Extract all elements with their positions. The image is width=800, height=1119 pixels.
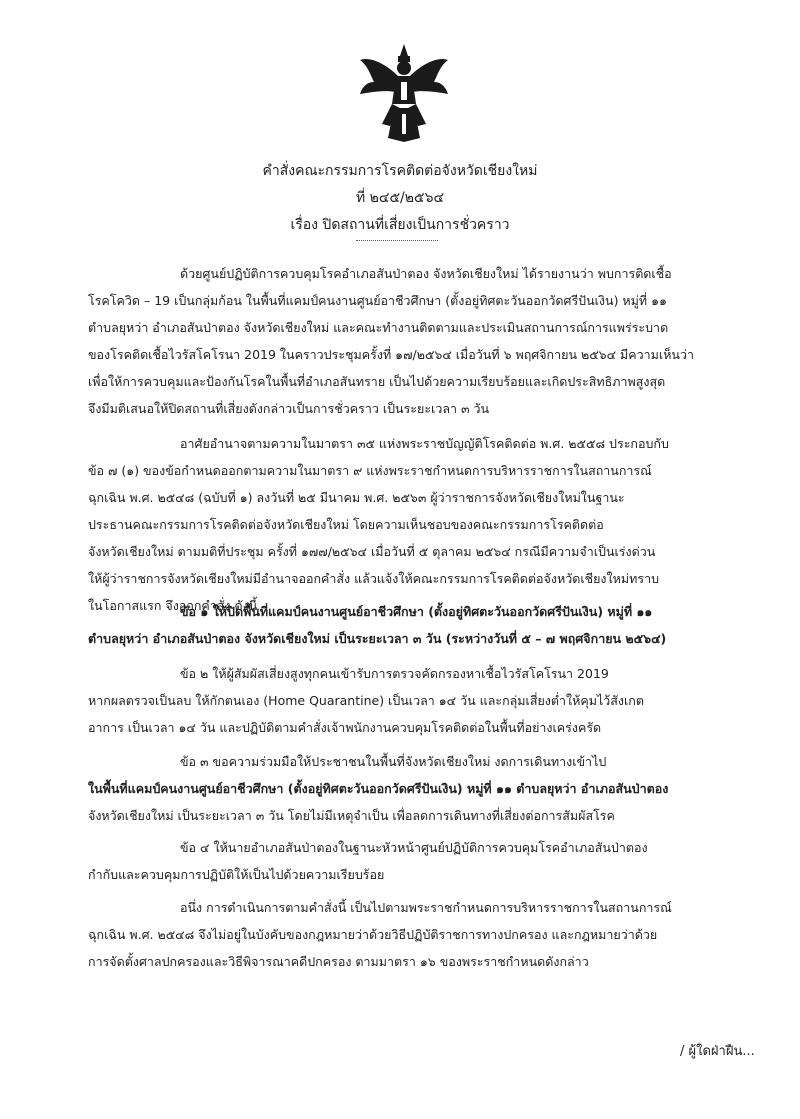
text-line: ข้อ ๑ ให้ปิดพื้นที่แคมป์คนงานศูนย์อาชีวศึกษา (ตั้งอยู่ทิศตะวันออกวัดศรีปันเงิน) หมู่ที่ ๑๑ bbox=[180, 604, 653, 619]
text-line: ข้อ ๒ ให้ผู้สัมผัสเสี่ยงสูงทุกคนเข้ารับการตรวจคัดกรองหาเชื้อไวรัสโคโรนา 2019 bbox=[180, 666, 609, 681]
text-line: จังหวัดเชียงใหม่ เป็นระยะเวลา ๓ วัน โดยไม่มีเหตุจำเป็น เพื่อลดการเดินทางที่เสี่ยงต่อการสัมผัสโรค bbox=[88, 808, 615, 823]
clause-3 bbox=[88, 748, 748, 829]
garuda-emblem-icon bbox=[358, 42, 450, 144]
text-line: ข้อ ๓ ขอความร่วมมือให้ประชาชนในพื้นที่จังหวัดเชียงใหม่ งดการเดินทางเข้าไป bbox=[180, 754, 607, 769]
order-subject: เรื่อง ปิดสถานที่เสี่ยงเป็นการชั่วคราว bbox=[290, 217, 510, 233]
text-line: จึงมีมติเสนอให้ปิดสถานที่เสี่ยงดังกล่าวเป็นการชั่วคราว เป็นระยะเวลา ๓ วัน bbox=[88, 401, 490, 416]
text-line: เพื่อให้การควบคุมและป้องกันโรคในพื้นที่อำเภอสันทราย เป็นไปด้วยความเรียบร้อยและเกิดประสิทธิภาพสูงสุด bbox=[88, 374, 666, 389]
order-number: ที่ ๒๔๕/๒๕๖๔ bbox=[355, 190, 445, 206]
text-line: ของโรคติดเชื้อไวรัสโคโรนา 2019 ในคราวประชุมครั้งที่ ๑๗/๒๕๖๔ เมื่อวันที่ ๖ พฤศจิกายน ๒๕๖๔ มีความเห็นว่า bbox=[88, 347, 695, 362]
header-divider bbox=[356, 240, 438, 241]
text-line: ฉุกเฉิน พ.ศ. ๒๕๔๘ (ฉบับที่ ๑) ลงวันที่ ๒๕ มีนาคม พ.ศ. ๒๕๖๓ ผู้ว่าราชการจังหวัดเชียงใหม่ในฐานะ bbox=[88, 490, 625, 505]
text-line: ข้อ ๔ ให้นายอำเภอสันป่าตองในฐานะหัวหน้าศูนย์ปฏิบัติการควบคุมโรคอำเภอสันป่าตอง bbox=[180, 840, 648, 855]
text-line: อาศัยอำนาจตามความในมาตรา ๓๕ แห่งพระราชบัญญัติโรคติดต่อ พ.ศ. ๒๕๕๘ ประกอบกับ bbox=[180, 436, 669, 451]
text-line: การจัดตั้งศาลปกครองและวิธีพิจารณาคดีปกครอง ตามมาตรา ๑๖ ของพระราชกำหนดดังกล่าว bbox=[88, 954, 589, 969]
text-line: ฉุกเฉิน พ.ศ. ๒๕๔๘ จึงไม่อยู่ในบังคับของกฎหมายว่าด้วยวิธีปฏิบัติราชการทางปกครอง และกฎหมายว่าด้วย bbox=[88, 927, 658, 942]
paragraph-2 bbox=[88, 430, 748, 619]
page-continuation: / ผู้ใดฝ่าฝืน... bbox=[680, 1044, 755, 1059]
text-line: ตำบลยุหว่า อำเภอสันป่าตอง จังหวัดเชียงใหม่ เป็นระยะเวลา ๓ วัน (ระหว่างวันที่ ๕ – ๗ พฤศจิกายน ๒๕๖๔) bbox=[88, 631, 667, 646]
text-line: ในพื้นที่แคมป์คนงานศูนย์อาชีวศึกษา (ตั้งอยู่ทิศตะวันออกวัดศรีปันเงิน) หมู่ที่ ๑๑ ตำบลยุหว่า อำเภอสันป่าตอง bbox=[88, 781, 669, 796]
paragraph-1 bbox=[88, 260, 748, 422]
text-line: อนึ่ง การดำเนินการตามคำสั่งนี้ เป็นไปตามพระราชกำหนดการบริหารราชการในสถานการณ์ bbox=[180, 900, 672, 915]
text-line: จังหวัดเชียงใหม่ ตามมติที่ประชุม ครั้งที่ ๑๗๗/๒๕๖๔ เมื่อวันที่ ๕ ตุลาคม ๒๕๖๔ กรณีมีความจำเป็นเร่งด่วน bbox=[88, 544, 656, 559]
text-line: หากผลตรวจเป็นลบ ให้กักตนเอง (Home Quarantine) เป็นเวลา ๑๔ วัน และกลุ่มเสี่ยงต่ำให้คุมไว้สังเกต bbox=[88, 693, 644, 708]
text-line: ประธานคณะกรรมการโรคติดต่อจังหวัดเชียงใหม่ โดยความเห็นชอบของคณะกรรมการโรคติดต่อ bbox=[88, 517, 604, 532]
agency-title: คำสั่งคณะกรรมการโรคติดต่อจังหวัดเชียงใหม่ bbox=[262, 163, 538, 179]
clause-4 bbox=[88, 834, 748, 888]
text-line: โรคโควิด – 19 เป็นกลุ่มก้อน ในพื้นที่แคมป์คนงานศูนย์อาชีวศึกษา (ตั้งอยู่ทิศตะวันออกวัดศรีปันเงิน) หมู่ที่ ๑๑ bbox=[88, 293, 667, 308]
text-line: ในโอกาสแรก จึงออกคำสั่ง ดังนี้ bbox=[88, 598, 258, 613]
clause-2 bbox=[88, 660, 748, 741]
text-line: ข้อ ๗ (๑) ของข้อกำหนดออกตามความในมาตรา ๙ แห่งพระราชกำหนดการบริหารราชการในสถานการณ์ bbox=[88, 463, 652, 478]
clause-1 bbox=[88, 598, 748, 652]
text-line: กำกับและควบคุมการปฏิบัติให้เป็นไปด้วยความเรียบร้อย bbox=[88, 867, 385, 882]
text-line: ตำบลยุหว่า อำเภอสันป่าตอง จังหวัดเชียงใหม่ และคณะทำงานติดตามและประเมินสถานการณ์การแพร่ระบาด bbox=[88, 320, 669, 335]
paragraph-notice bbox=[88, 894, 748, 975]
text-line: ให้ผู้ว่าราชการจังหวัดเชียงใหม่มีอำนาจออกคำสั่ง แล้วแจ้งให้คณะกรรมการโรคติดต่อจังหวัดเชียงใหม่ทราบ bbox=[88, 571, 660, 586]
text-line: ด้วยศูนย์ปฏิบัติการควบคุมโรคอำเภอสันป่าตอง จังหวัดเชียงใหม่ ได้รายงานว่า พบการติดเชื้อ bbox=[180, 266, 672, 281]
text-line: อาการ เป็นเวลา ๑๔ วัน และปฏิบัติตามคำสั่งเจ้าพนักงานควบคุมโรคติดต่อในพื้นที่อย่างเคร่งครัด bbox=[88, 720, 602, 735]
